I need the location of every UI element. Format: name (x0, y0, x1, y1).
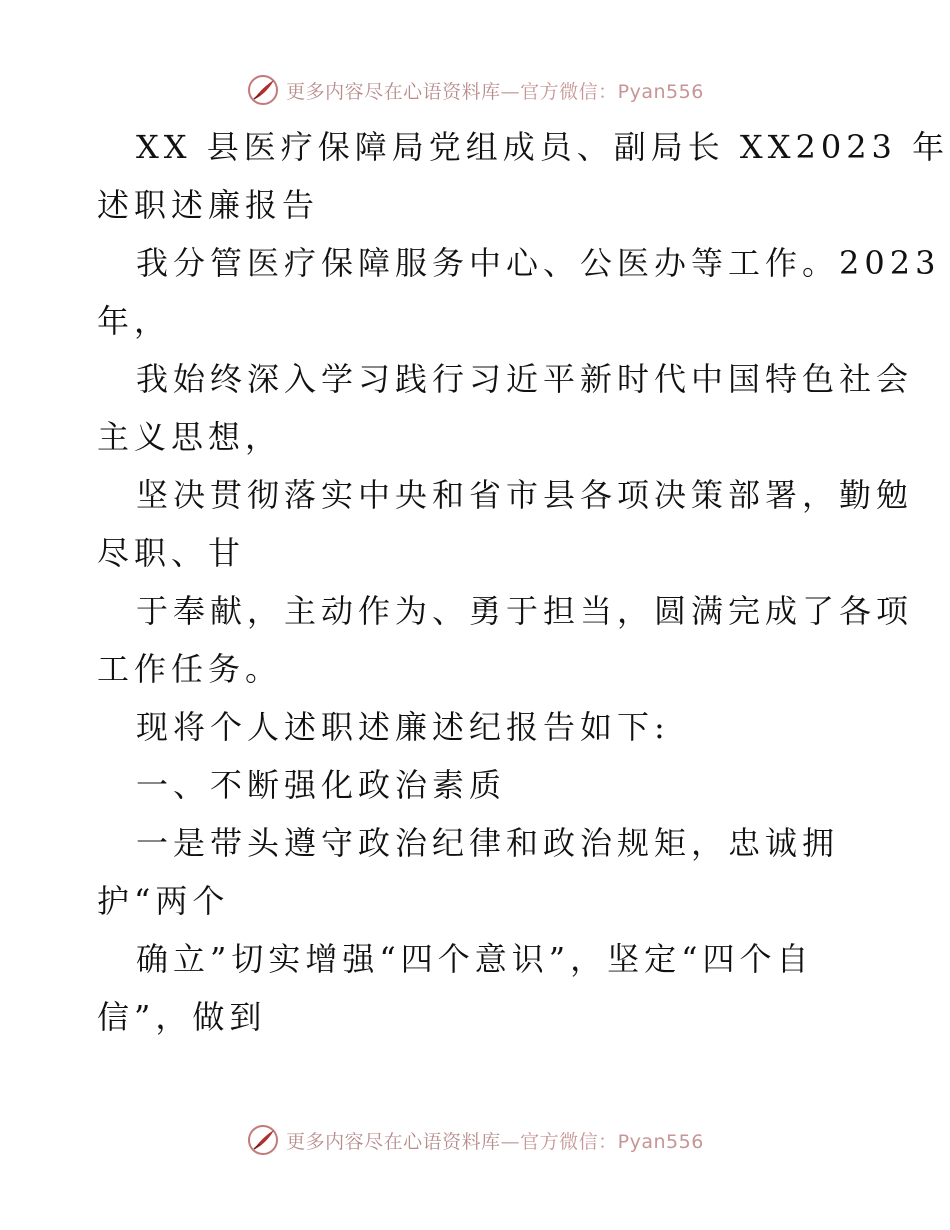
text-line-16: 信”，做到 (97, 998, 267, 1036)
footer-watermark (0, 1120, 950, 1160)
watermark-brand: 更多内容尽在心语资料库 (286, 80, 501, 103)
text-line-11: 现将个人述职述廉述纪报告如下: (136, 708, 670, 746)
text-line-7: 坚决贯彻落实中央和省市县各项决策部署，勤勉 (136, 476, 914, 514)
feather-pen-logo-icon (246, 73, 280, 107)
watermark-text (286, 1127, 704, 1154)
text-line-13: 一是带头遵守政治纪律和政治规矩，忠诚拥 (136, 824, 840, 862)
watermark-text (286, 77, 704, 104)
watermark-group (246, 1123, 704, 1157)
text-line-9: 于奉献，主动作为、勇于担当，圆满完成了各项 (136, 592, 914, 630)
text-line-3: 我分管医疗保障服务中心、公医办等工作。2023 (136, 244, 941, 282)
watermark-brand: 更多内容尽在心语资料库 (286, 1130, 501, 1153)
watermark-contact: 官方微信：Pyan556 (520, 80, 704, 103)
text-line-8: 尽职、甘 (97, 534, 246, 572)
text-line-10: 工作任务。 (97, 650, 283, 688)
text-line-1: XX 县医疗保障局党组成员、副局长 XX2023 年 (136, 128, 950, 166)
feather-pen-logo-icon (246, 1123, 280, 1157)
text-line-2: 述职述廉报告 (97, 186, 320, 224)
watermark-separator: — (500, 80, 521, 103)
text-line-14: 护“两个 (97, 882, 230, 920)
watermark-separator: — (500, 1130, 521, 1153)
watermark-contact: 官方微信：Pyan556 (520, 1130, 704, 1153)
text-line-6: 主义思想， (97, 418, 283, 456)
document-body (97, 118, 950, 1046)
text-line-5: 我始终深入学习践行习近平新时代中国特色社会 (136, 360, 914, 398)
watermark-group (246, 73, 704, 107)
text-line-4: 年， (97, 302, 172, 340)
text-line-15: 确立”切实增强“四个意识”，坚定“四个自 (136, 940, 814, 978)
section-heading: 一、不断强化政治素质 (136, 766, 507, 804)
header-watermark (0, 70, 950, 110)
